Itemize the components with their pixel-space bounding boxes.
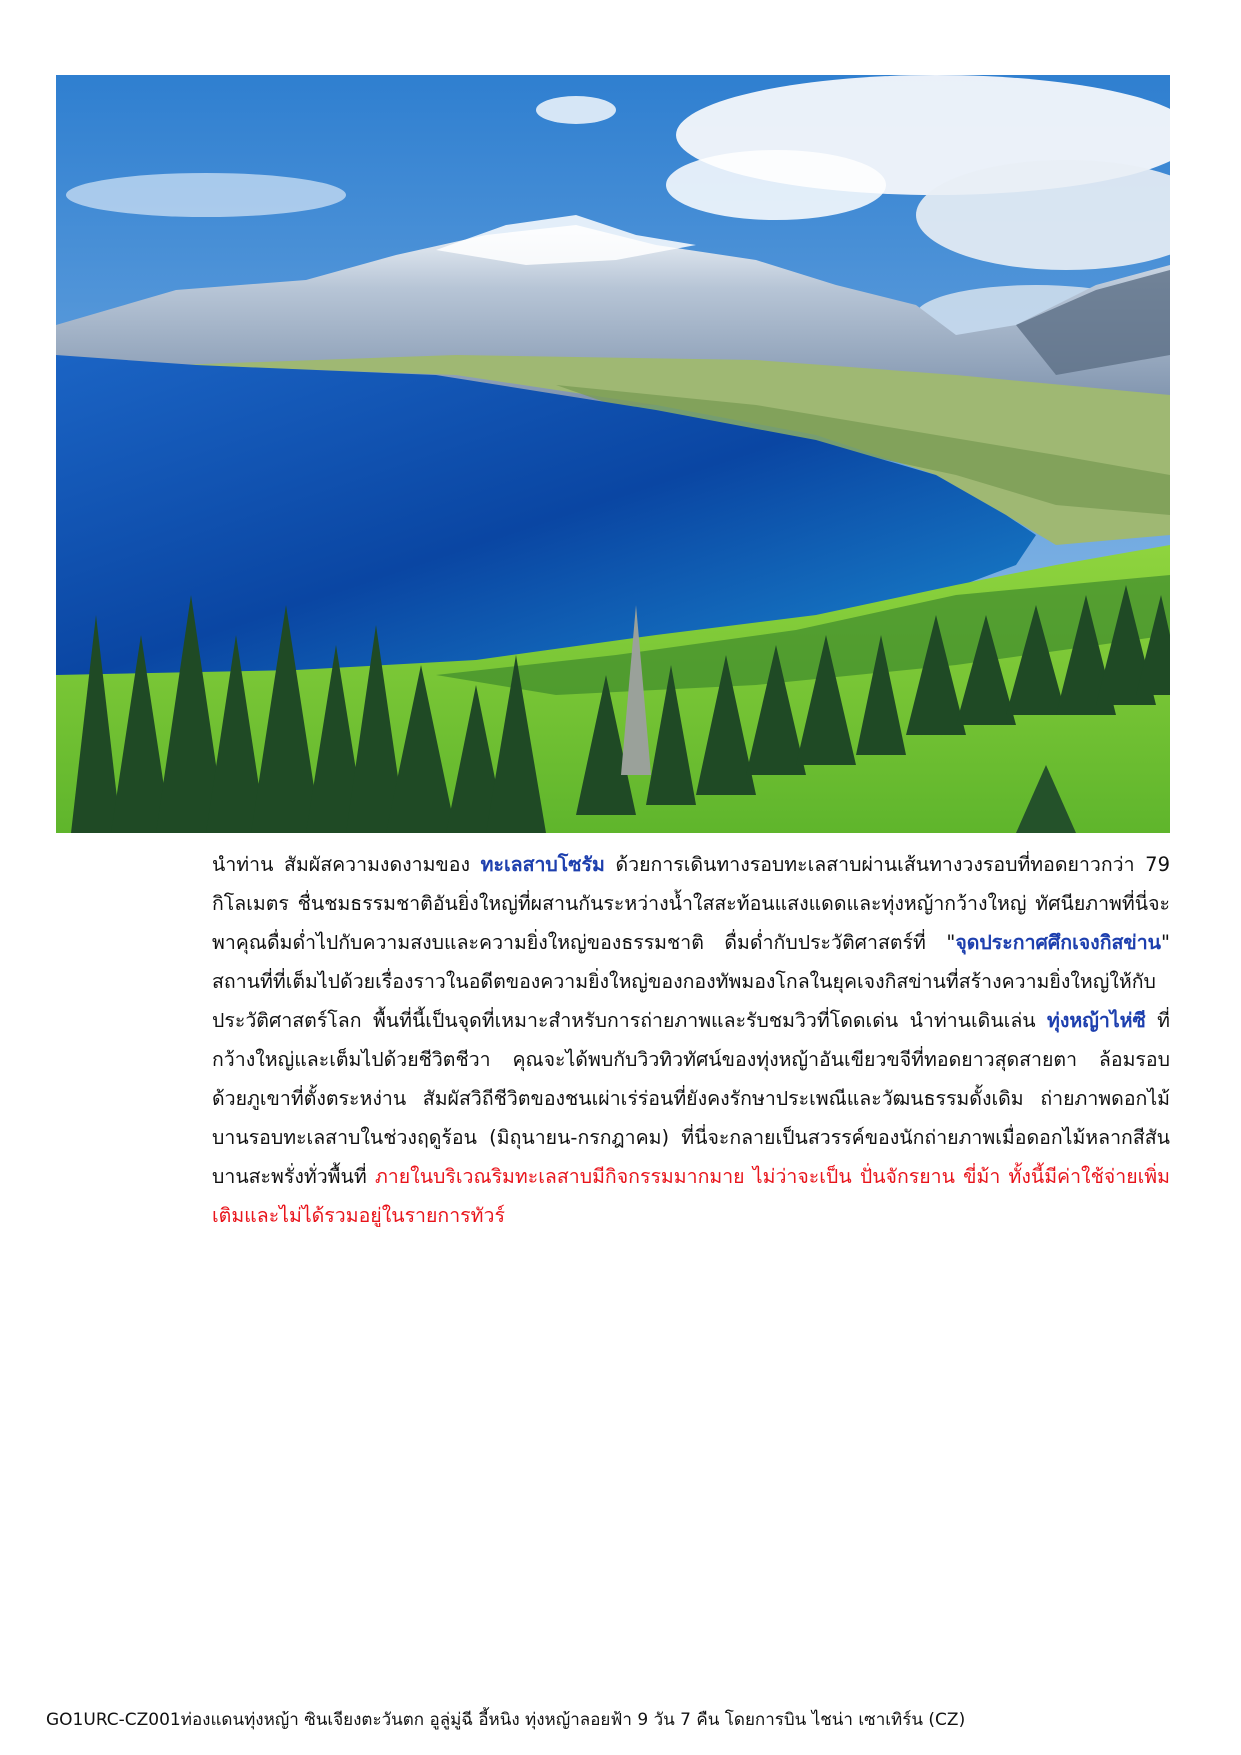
article-text-2: ด้วยการเดินทางรอบทะเลสาบผ่านเส้นทางวงรอบที่ทอดยาวกว่า 79 กิโลเมตร ชื่นชมธรรมชาติอันยิ่งใหญ่ที่ผสานกันระหว่างน้ำใสสะท้อนแสงแดดและทุ่งหญ้ากว้างใหญ่ ทัศนียภาพที่นี่จะพาคุณดื่มด่ำไปกับความสงบและความยิ่งใหญ่ของธรรมชาติ ดื่มด่ำกับประวัติศาสตร์ที่ " xyxy=(212,853,1171,954)
article-text-3: " สถานที่ที่เต็มไปด้วยเรื่องราวในอดีตของความยิ่งใหญ่ของกองทัพมองโกลในยุคเจงกิสข่านที่สร้างความยิ่งใหญ่ให้กับประวัติศาสตร์โลก พื้นที่นี้เป็นจุดที่เหมาะสำหรับการถ่ายภาพและรับชมวิวที่โดดเด่น นำท่านเดินเล่น xyxy=(212,931,1170,1032)
page-footer: GO1URC-CZ001ท่องแดนทุ่งหญ้า ซินเจียงตะวันตก อูลู่มู่ฉี อี้หนิง ทุ่งหญ้าลอยฟ้า 9 วัน 7 คืน โดยการบิน ไชน่า เซาเทิร์น (CZ) xyxy=(46,1710,966,1730)
sayram-lake-highlight: ทะเลสาบโซรัม xyxy=(480,853,605,876)
extra-cost-note: ภายในบริเวณริมทะเลสาบมีกิจกรรมมากมาย ไม่ว่าจะเป็น ปั่นจักรยาน ขี่ม้า ทั้งนี้มีค่าใช้จ่ายเพิ่มเติมและไม่ได้รวมอยู่ในรายการทัวร์ xyxy=(212,1165,1170,1227)
lake-landscape-photo xyxy=(56,75,1170,833)
genghis-khan-point-highlight: จุดประกาศศึกเจงกิสข่าน xyxy=(955,931,1162,954)
article-paragraph xyxy=(212,845,1170,1235)
article-text-4: ที่กว้างใหญ่และเต็มไปด้วยชีวิตชีวา คุณจะได้พบกับวิวทิวทัศน์ของทุ่งหญ้าอันเขียวขจีที่ทอดยาวสุดสายตา ล้อมรอบด้วยภูเขาที่ตั้งตระหง่าน สัมผัสวิถีชีวิตของชนเผ่าเร่ร่อนที่ยังคงรักษาประเพณีและวัฒนธรรมดั้งเดิม ถ่ายภาพดอกไม้บานรอบทะเลสาบในช่วงฤดูร้อน (มิถุนายน-กรกฎาคม) ที่นี่จะกลายเป็นสวรรค์ของนักถ่ายภาพเมื่อดอกไม้หลากสีสันบานสะพรั่งทั่วพื้นที่ xyxy=(212,1009,1170,1188)
article-text-1: นำท่าน สัมผัสความงดงามของ xyxy=(212,853,481,876)
haixi-grassland-highlight: ทุ่งหญ้าไห่ซี xyxy=(1047,1009,1146,1032)
lake-landscape-icon xyxy=(56,75,1170,833)
